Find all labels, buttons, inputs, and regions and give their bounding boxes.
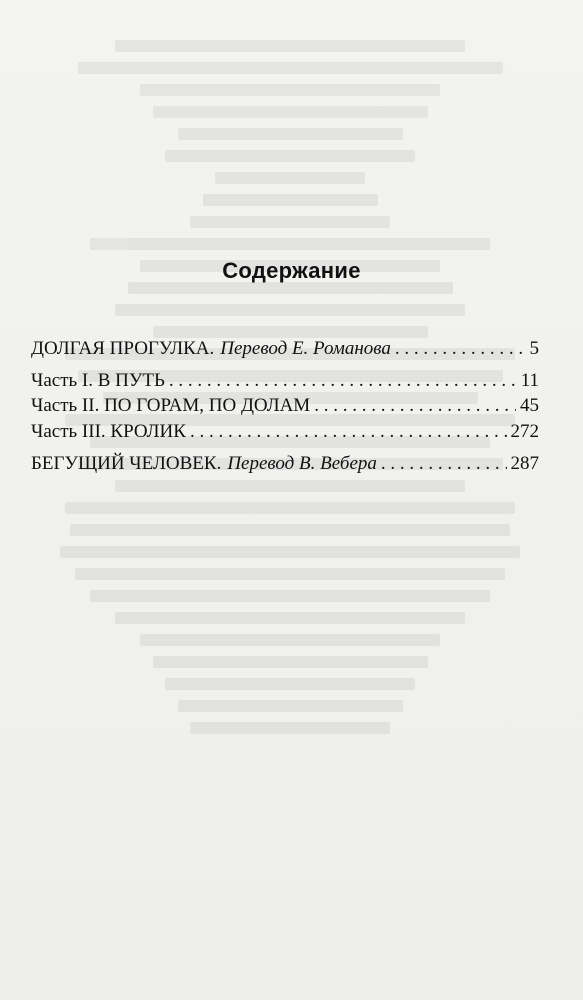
toc-entry-title: Часть III. КРОЛИК	[31, 421, 186, 442]
toc-entry-dolgaya-progulka[interactable]	[31, 338, 539, 360]
dot-leader	[190, 421, 507, 443]
contents-heading: Содержание	[222, 258, 361, 283]
toc-entry-page-number: 287	[510, 453, 539, 474]
toc-entry-page-number: 5	[529, 338, 539, 359]
toc-entry-part-3[interactable]	[31, 421, 539, 443]
toc-entry-page-number: 11	[520, 370, 539, 391]
dot-leader	[314, 395, 516, 417]
toc-entry-title: Часть II. ПО ГОРАМ, ПО ДОЛАМ	[31, 395, 311, 416]
toc-entry-translator: Перевод В. Вебера	[227, 453, 377, 474]
toc-entry-part-1[interactable]	[31, 370, 539, 392]
toc-entry-page-number: 272	[510, 421, 539, 442]
toc-entry-title: ДОЛГАЯ ПРОГУЛКА.	[31, 338, 215, 359]
toc-entry-translator: Перевод Е. Романова	[220, 338, 391, 359]
toc-entry-part-2[interactable]	[31, 395, 539, 417]
dot-leader	[169, 370, 517, 392]
toc-entry-beguschiy-chelovek[interactable]	[31, 453, 539, 475]
toc-entry-page-number: 45	[520, 395, 539, 416]
dot-leader	[395, 338, 526, 360]
bleed-through-texture	[40, 30, 540, 990]
toc-entry-title: БЕГУЩИЙ ЧЕЛОВЕК.	[31, 453, 222, 474]
toc-entry-title: Часть I. В ПУТЬ	[31, 370, 165, 391]
dot-leader	[381, 453, 507, 475]
